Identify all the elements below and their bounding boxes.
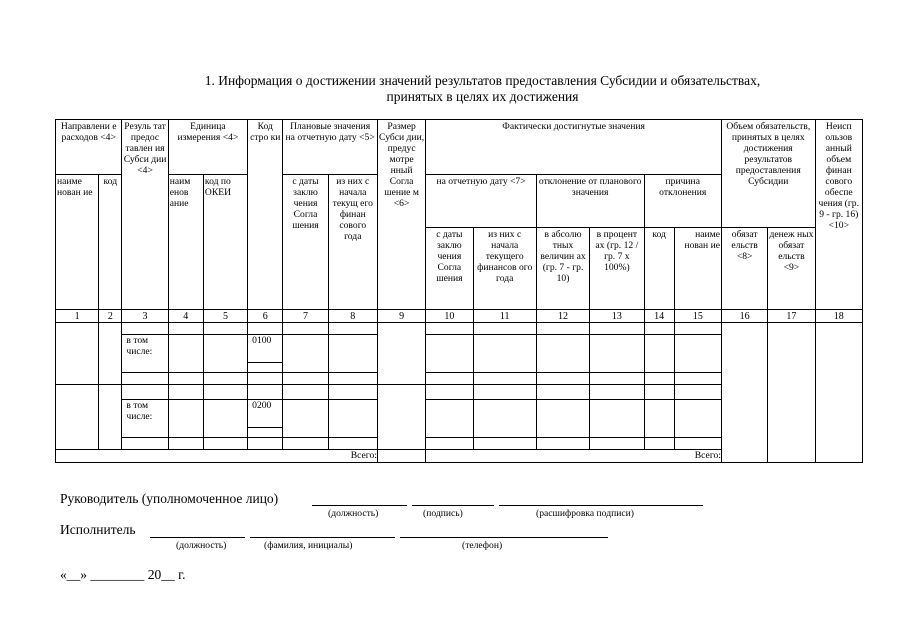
report-table xyxy=(55,119,863,463)
header-kod-1: код xyxy=(99,175,122,310)
col-num: 3 xyxy=(122,310,168,323)
document-title xyxy=(60,73,905,105)
executor-label: Исполнитель xyxy=(60,522,136,537)
col-num: 16 xyxy=(721,310,767,323)
header-obem-obyazatelstv: Объем обязательств, принятых в целях достижения результатов предоставления Субсидии xyxy=(721,120,815,228)
table-row xyxy=(56,323,863,335)
header-kod-okei: код по ОКЕИ xyxy=(203,175,247,310)
col-num: 13 xyxy=(590,310,644,323)
col-num: 5 xyxy=(203,310,247,323)
head-caption-name: (расшифровка подписи) xyxy=(536,508,634,519)
executor-position-line xyxy=(150,537,245,538)
header-neispolzovanny: Неисп ользов анный объем финан сового обеспе чения (гр. 9 - гр. 16) <10> xyxy=(815,120,862,310)
col-num: 12 xyxy=(536,310,589,323)
col-num: 9 xyxy=(377,310,425,323)
col-num: 10 xyxy=(426,310,473,323)
head-caption-signature: (подпись) xyxy=(423,508,463,519)
header-na-otchetnuyu-datu: на отчетную дату <7> xyxy=(426,175,537,228)
header-fakticheski: Фактически достигнутые значения xyxy=(426,120,722,175)
executor-caption-position: (должность) xyxy=(176,540,227,551)
header-fakt-s-daty: с даты заклю чения Согла шения xyxy=(426,228,473,310)
header-razmer-subsidii: Размер Субси дии, предус мотре нный Согла шение м <6> xyxy=(377,120,425,310)
total-label-2: Всего: xyxy=(426,450,722,463)
col-num: 4 xyxy=(168,310,203,323)
executor-caption-name: (фамилия, инициалы) xyxy=(264,540,353,551)
header-otklonenie: отклонение от планового значения xyxy=(536,175,644,228)
col-num: 8 xyxy=(328,310,377,323)
header-fakt-iz-nih: из них с начала текущего финансов ого года xyxy=(473,228,536,310)
col-num: 15 xyxy=(674,310,721,323)
header-rezultat: Резуль тат предос тавлен ия Субси дии <4> xyxy=(122,120,168,310)
header-denezhnyh: денеж ных обязат ельств <9> xyxy=(768,228,815,310)
col-num: 18 xyxy=(815,310,862,323)
head-label: Руководитель (уполномоченное лицо) xyxy=(60,491,279,506)
header-plan-s-daty: с даты заклю чения Согла шения xyxy=(283,175,328,310)
v-tom-chisle-2: в том числе: xyxy=(122,400,168,438)
head-caption-position: (должность) xyxy=(328,508,379,519)
title-line-1: 1. Информация о достижении значений результатов предоставления Субсидии и обязательствах, xyxy=(204,73,761,88)
header-prichina: причина отклонения xyxy=(644,175,721,228)
header-planovye: Плановые значения на отчетную дату <5> xyxy=(283,120,378,175)
executor-name-line xyxy=(250,537,395,538)
head-signature-line xyxy=(412,505,494,506)
col-num: 2 xyxy=(99,310,122,323)
header-v-procentah: в процент ах (гр. 12 / гр. 7 x 100%) xyxy=(590,228,644,310)
code-0200: 0200 xyxy=(248,400,283,428)
col-num: 17 xyxy=(768,310,815,323)
header-naimenovanie-1: наиме нован ие xyxy=(56,175,99,310)
header-prichina-kod: код xyxy=(644,228,674,310)
total-label-1: Всего: xyxy=(56,450,378,463)
header-napravlenie: Направлени е расходов <4> xyxy=(56,120,122,175)
date-line: «__» ________ 20__ г. xyxy=(60,567,186,582)
header-obyazatelstv: обязат ельств <8> xyxy=(721,228,767,310)
header-kod-stroki: Код стро ки xyxy=(248,120,283,310)
col-num: 7 xyxy=(283,310,328,323)
header-plan-iz-nih: из них с начала текущ его финан сового года xyxy=(328,175,377,310)
header-v-absolyutnyh: в абсолю тных величин ах (гр. 7 - гр. 10) xyxy=(536,228,589,310)
col-num: 1 xyxy=(56,310,99,323)
header-naimenovanie-2: наим енов ание xyxy=(168,175,203,310)
executor-phone-line xyxy=(400,537,608,538)
code-0100: 0100 xyxy=(248,335,283,363)
col-num: 6 xyxy=(248,310,283,323)
head-position-line xyxy=(312,505,407,506)
header-edinica: Единица измерения <4> xyxy=(168,120,247,175)
col-num: 14 xyxy=(644,310,674,323)
executor-caption-phone: (телефон) xyxy=(462,540,503,551)
column-numbers-row xyxy=(56,310,863,323)
title-line-2: принятых в целях их достижения xyxy=(386,89,579,104)
v-tom-chisle-1: в том числе: xyxy=(122,335,168,373)
head-name-line xyxy=(499,505,703,506)
header-prichina-naimenovanie: наиме нован ие xyxy=(674,228,721,310)
col-num: 11 xyxy=(473,310,536,323)
